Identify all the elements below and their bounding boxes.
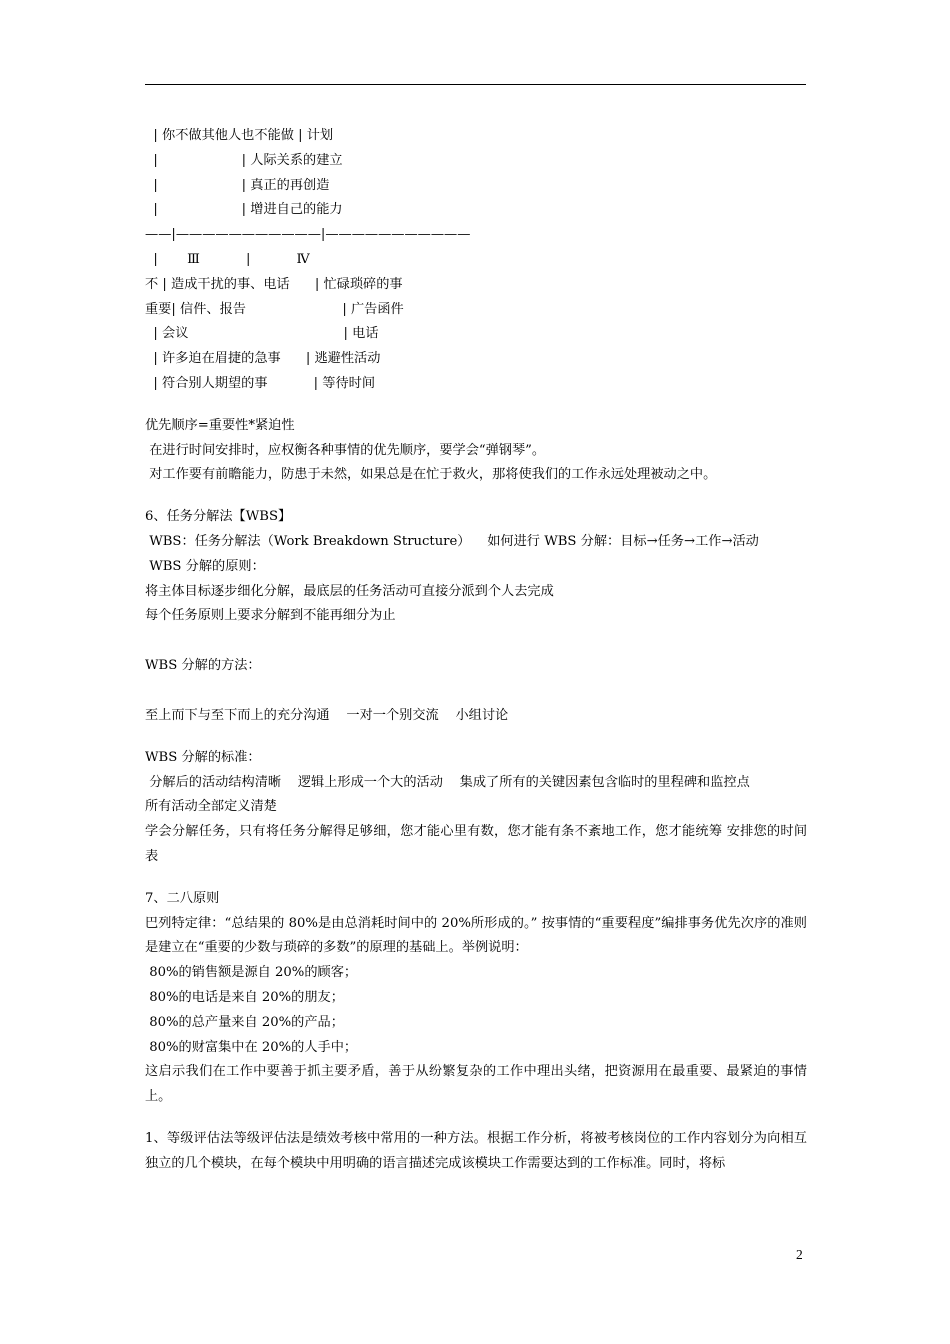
matrix-line: | Ⅲ | Ⅳ bbox=[145, 251, 310, 267]
matrix-line: | | 增进自己的能力 bbox=[145, 202, 343, 218]
matrix-line: 重要| 信件、报告 | 广告函件 bbox=[145, 301, 404, 317]
list-item: 80%的总产量来自 20%的产品； bbox=[145, 1014, 344, 1030]
priority-formula: 优先顺序=重要性*紧迫性 bbox=[145, 417, 295, 433]
time-matrix bbox=[145, 124, 807, 397]
list-item: 80%的销售额是源自 20%的顾客； bbox=[145, 965, 358, 981]
paragraph: 对工作要有前瞻能力，防患于未然，如果总是在忙于救火，那将使我们的工作永远处理被动之中。 bbox=[145, 467, 717, 483]
paragraph: WBS 分解的方法： bbox=[145, 658, 261, 674]
page-number: 2 bbox=[796, 1247, 803, 1262]
section-heading: 6、任务分解法【WBS】 bbox=[145, 509, 292, 525]
paragraph: 学会分解任务，只有将任务分解得足够细，您才能心里有数，您才能有条不紊地工作，您才能统筹 安排您的时间表 bbox=[145, 824, 807, 864]
spacer bbox=[145, 870, 807, 887]
matrix-line: | 你不做其他人也不能做 | 计划 bbox=[145, 128, 334, 143]
paragraph: 至上而下与至下而上的充分沟通 一对一个别交流 小组讨论 bbox=[145, 707, 509, 723]
paragraph: 每个任务原则上要求分解到不能再细分为止 bbox=[145, 608, 396, 624]
matrix-line: | | 人际关系的建立 bbox=[145, 152, 343, 168]
matrix-line: | 许多迫在眉捷的急事 | 逃避性活动 bbox=[145, 351, 381, 367]
spacer bbox=[145, 679, 807, 704]
paragraph: WBS 分解的原则： bbox=[145, 558, 265, 574]
wbs-section bbox=[145, 505, 807, 870]
pareto-section bbox=[145, 887, 807, 1110]
spacer bbox=[145, 397, 807, 414]
priority-section bbox=[145, 414, 807, 488]
paragraph: 这启示我们在工作中要善于抓主要矛盾，善于从纷繁复杂的工作中理出头绪，把资源用在最重要、最紧迫的事情上。 bbox=[145, 1064, 807, 1105]
paragraph: 所有活动全部定义清楚 bbox=[145, 799, 277, 815]
paragraph: WBS 分解的标准： bbox=[145, 749, 261, 765]
section-heading: 7、二八原则 bbox=[145, 890, 220, 906]
paragraph: 将主体目标逐步细化分解，最底层的任务活动可直接分派到个人去完成 bbox=[145, 583, 554, 599]
spacer bbox=[145, 1110, 807, 1127]
list-item: 80%的电话是来自 20%的朋友； bbox=[145, 989, 344, 1005]
list-item: 80%的财富集中在 20%的人手中； bbox=[145, 1039, 358, 1055]
spacer bbox=[145, 629, 807, 654]
matrix-line: | 符合别人期望的事 | 等待时间 bbox=[145, 375, 376, 391]
grading-section bbox=[145, 1127, 807, 1177]
paragraph: 1、等级评估法等级评估法是绩效考核中常用的一种方法。根据工作分析，将被考核岗位的工作内容划分为向相互独立的几个模块，在每个模块中用明确的语言描述完成该模块工作需要达到的工作标准。同时，将标 bbox=[145, 1130, 807, 1171]
spacer bbox=[145, 488, 807, 505]
matrix-line: 不 | 造成干扰的事、电话 | 忙碌琐碎的事 bbox=[145, 276, 403, 292]
header-rule bbox=[145, 84, 806, 85]
matrix-line: | | 真正的再创造 bbox=[145, 177, 330, 193]
paragraph: 巴列特定律：“总结果的 80%是由总消耗时间中的 20%所形成的。” 按事情的“重要程度”编排事务优先次序的准则是建立在“重要的少数与琐碎的多数”的原理的基础上。举例说明： bbox=[145, 915, 807, 956]
matrix-divider: ——|———————————|——————————— bbox=[145, 227, 471, 243]
matrix-line: | 会议 | 电话 bbox=[145, 326, 379, 342]
paragraph: 在进行时间安排时，应权衡各种事情的优先顺序，要学会“弹钢琴”。 bbox=[145, 442, 546, 458]
page-content bbox=[145, 124, 807, 1176]
paragraph: 分解后的活动结构清晰 逻辑上形成一个大的活动 集成了所有的关键因素包含临时的里程碑和监控点 bbox=[145, 774, 750, 790]
paragraph: WBS：任务分解法（Work Breakdown Structure） 如何进行 WBS 分解：目标→任务→工作→活动 bbox=[145, 533, 759, 549]
spacer bbox=[145, 729, 807, 746]
